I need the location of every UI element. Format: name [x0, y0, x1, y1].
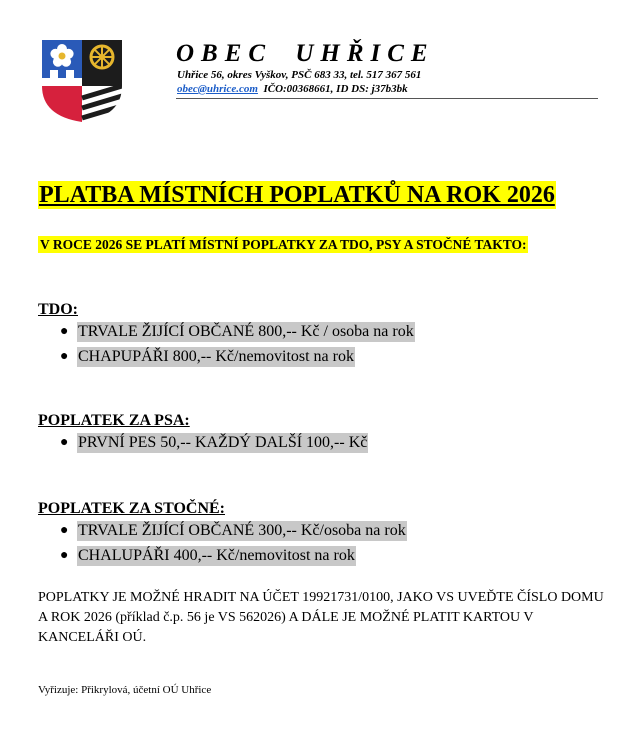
payment-note: POPLATKY JE MOŽNÉ HRADIT NA ÚČET 19921731/0100, JAKO VS UVEĎTE ČÍSLO DOMU A ROK 2026 (příklad č.p. 56 je VS 562026) A DÁLE JE MOŽNÉ PLATIT KARTOU V KANCELÁŘI OÚ.: [38, 590, 604, 645]
fee-item: CHALUPÁŘI 400,-- Kč/nemovitost na rok: [78, 547, 355, 564]
bullet-icon: ●: [60, 435, 69, 450]
bullet-icon: ●: [60, 324, 69, 339]
fee-item: TRVALE ŽIJÍCÍ OBČANÉ 300,-- Kč/osoba na rok: [78, 522, 406, 539]
bullet-icon: ●: [60, 349, 69, 364]
header-divider: [176, 98, 598, 99]
section-heading-dog: POPLATEK ZA PSA:: [38, 412, 190, 429]
bullet-icon: ●: [60, 548, 69, 563]
contact-line: [177, 83, 408, 95]
coat-of-arms: [42, 40, 122, 122]
section-heading-sewage: POPLATEK ZA STOČNÉ:: [38, 500, 225, 517]
bullet-icon: ●: [60, 523, 69, 538]
ids: IČO:00368661, ID DS: j37b3bk: [263, 83, 408, 95]
organization-name: OBEC UHŘICE: [176, 40, 435, 67]
email-link[interactable]: obec@uhrice.com: [177, 83, 258, 95]
footer-contact: Vyřizuje: Přikrylová, účetní OÚ Uhřice: [38, 684, 212, 696]
fee-item: PRVNÍ PES 50,-- KAŽDÝ DALŠÍ 100,-- Kč: [78, 434, 368, 451]
section-heading-tdo: TDO:: [38, 301, 78, 318]
page-subtitle: V ROCE 2026 SE PLATÍ MÍSTNÍ POPLATKY ZA TDO, PSY A STOČNÉ TAKTO:: [40, 237, 527, 252]
address: Uhřice 56, okres Vyškov, PSČ 683 33, tel. 517 367 561: [177, 69, 422, 81]
fee-item: CHAPUPÁŘI 800,-- Kč/nemovitost na rok: [78, 348, 354, 365]
fee-item: TRVALE ŽIJÍCÍ OBČANÉ 800,-- Kč / osoba na rok: [78, 323, 414, 340]
page-title: PLATBA MÍSTNÍCH POPLATKŮ NA ROK 2026: [39, 182, 555, 208]
